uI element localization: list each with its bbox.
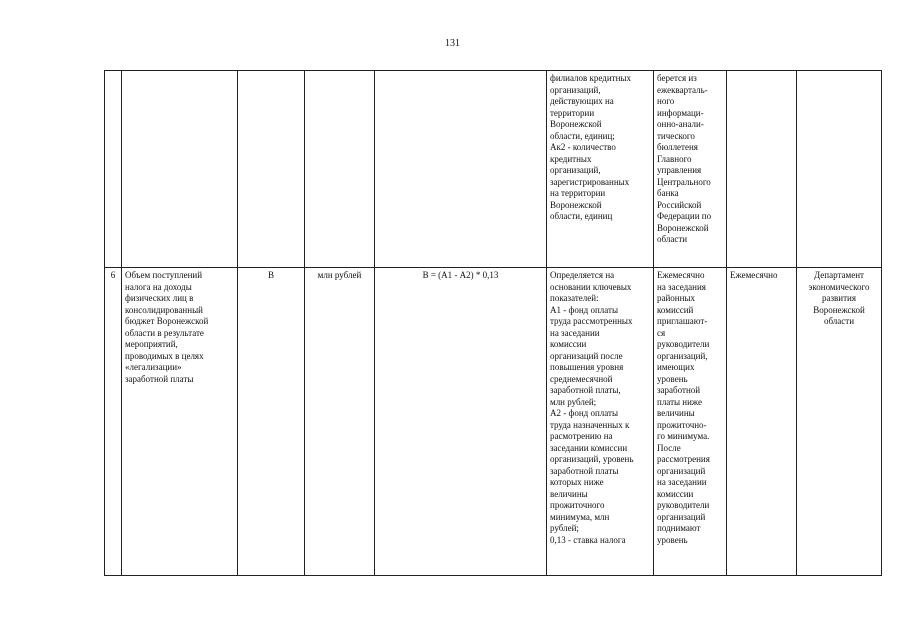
indicator-name-cell: Объем поступлений налога на доходы физических лиц в консолидированный бюджет Воронежской области в результате мероприятий, проводимых в целях «легализации» заработной платы — [122, 268, 238, 576]
method-cell: филиалов кредитных организаций, действующих на территории Воронежской области, единиц; Ак2 - количество кредитных организаций, зарегистрированных на территории Воронежской области, единиц — [547, 71, 654, 268]
source-cell: берется из ежекварталь- ного информаци- онно-анали- тического бюллетеня Главного управления Центрального банка Российской Федерации по Воронежской области — [654, 71, 727, 268]
symbol-cell — [238, 71, 305, 268]
department-cell: Департамент экономического развития Воронежской области — [797, 268, 882, 576]
department-cell — [797, 71, 882, 268]
source-cell: Ежемесячно на заседания районных комиссий приглашают- ся руководители организаций, имеющих уровень заработной платы ниже величины прожиточно- го минимума. После рассмотрения организаций на заседании комиссии руководители организаций поднимают уровень — [654, 268, 727, 576]
indicator-table — [104, 70, 882, 576]
formula-cell — [375, 71, 547, 268]
frequency-cell: Ежемесячно — [727, 268, 797, 576]
symbol-cell: В — [238, 268, 305, 576]
page-number: 131 — [445, 38, 460, 49]
unit-cell: млн рублей — [305, 268, 375, 576]
method-cell: Определяется на основании ключевых показателей: А1 - фонд оплаты труда рассмотренных на заседании комиссии организаций после повышения уровня среднемесячной заработной платы, млн рублей; А2 - фонд оплаты труда назначенных к расмотрению на заседании комиссии организаций, уровень заработной платы которых ниже величины прожиточного минимума, млн рублей; 0,13 - ставка налога — [547, 268, 654, 576]
table-row — [105, 268, 882, 576]
frequency-cell — [727, 71, 797, 268]
indicator-name-cell — [122, 71, 238, 268]
formula-cell: В = (А1 - А2) * 0,13 — [375, 268, 547, 576]
row-number-cell — [105, 71, 122, 268]
unit-cell — [305, 71, 375, 268]
row-number-cell: 6 — [105, 268, 122, 576]
table-row — [105, 71, 882, 268]
